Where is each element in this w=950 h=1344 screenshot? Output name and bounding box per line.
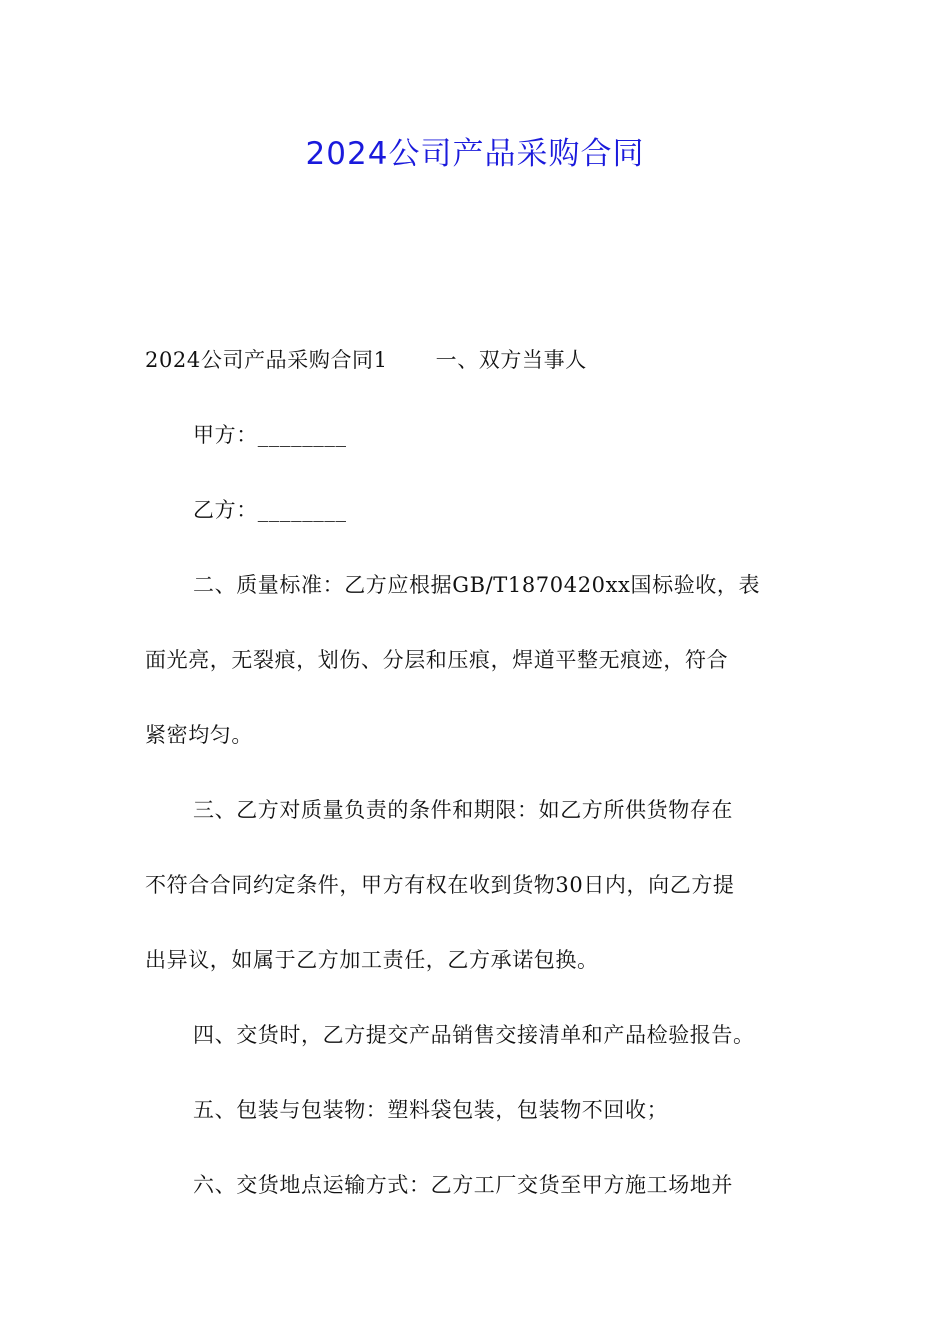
delivery-location-line: 六、交货地点运输方式：乙方工厂交货至甲方施工场地并 bbox=[193, 1173, 733, 1197]
contract-subtitle: 2024公司产品采购合同1 bbox=[145, 348, 388, 372]
quality-standard-line-1: 二、质量标准：乙方应根据GB/T1870420xx国标验收，表 bbox=[193, 573, 761, 597]
section-parties-heading: 一、双方当事人 bbox=[435, 348, 587, 372]
quality-standard-line-3: 紧密均匀。 bbox=[145, 723, 253, 747]
document-body bbox=[145, 333, 810, 1233]
party-b-line: 乙方：________ bbox=[193, 498, 347, 522]
quality-liability-line-2: 不符合合同约定条件，甲方有权在收到货物30日内，向乙方提 bbox=[145, 873, 735, 897]
quality-liability-line-3: 出异议，如属于乙方加工责任，乙方承诺包换。 bbox=[145, 948, 599, 972]
party-a-line: 甲方：________ bbox=[193, 423, 347, 447]
delivery-documents-line: 四、交货时，乙方提交产品销售交接清单和产品检验报告。 bbox=[193, 1023, 755, 1047]
quality-standard-line-2: 面光亮，无裂痕，划伤、分层和压痕，焊道平整无痕迹，符合 bbox=[145, 648, 729, 672]
packaging-line: 五、包装与包装物：塑料袋包装，包装物不回收； bbox=[193, 1098, 669, 1122]
document-title: 2024公司产品采购合同 bbox=[305, 136, 645, 172]
quality-liability-line-1: 三、乙方对质量负责的条件和期限：如乙方所供货物存在 bbox=[193, 798, 733, 822]
paragraph-heading-line bbox=[145, 333, 810, 408]
